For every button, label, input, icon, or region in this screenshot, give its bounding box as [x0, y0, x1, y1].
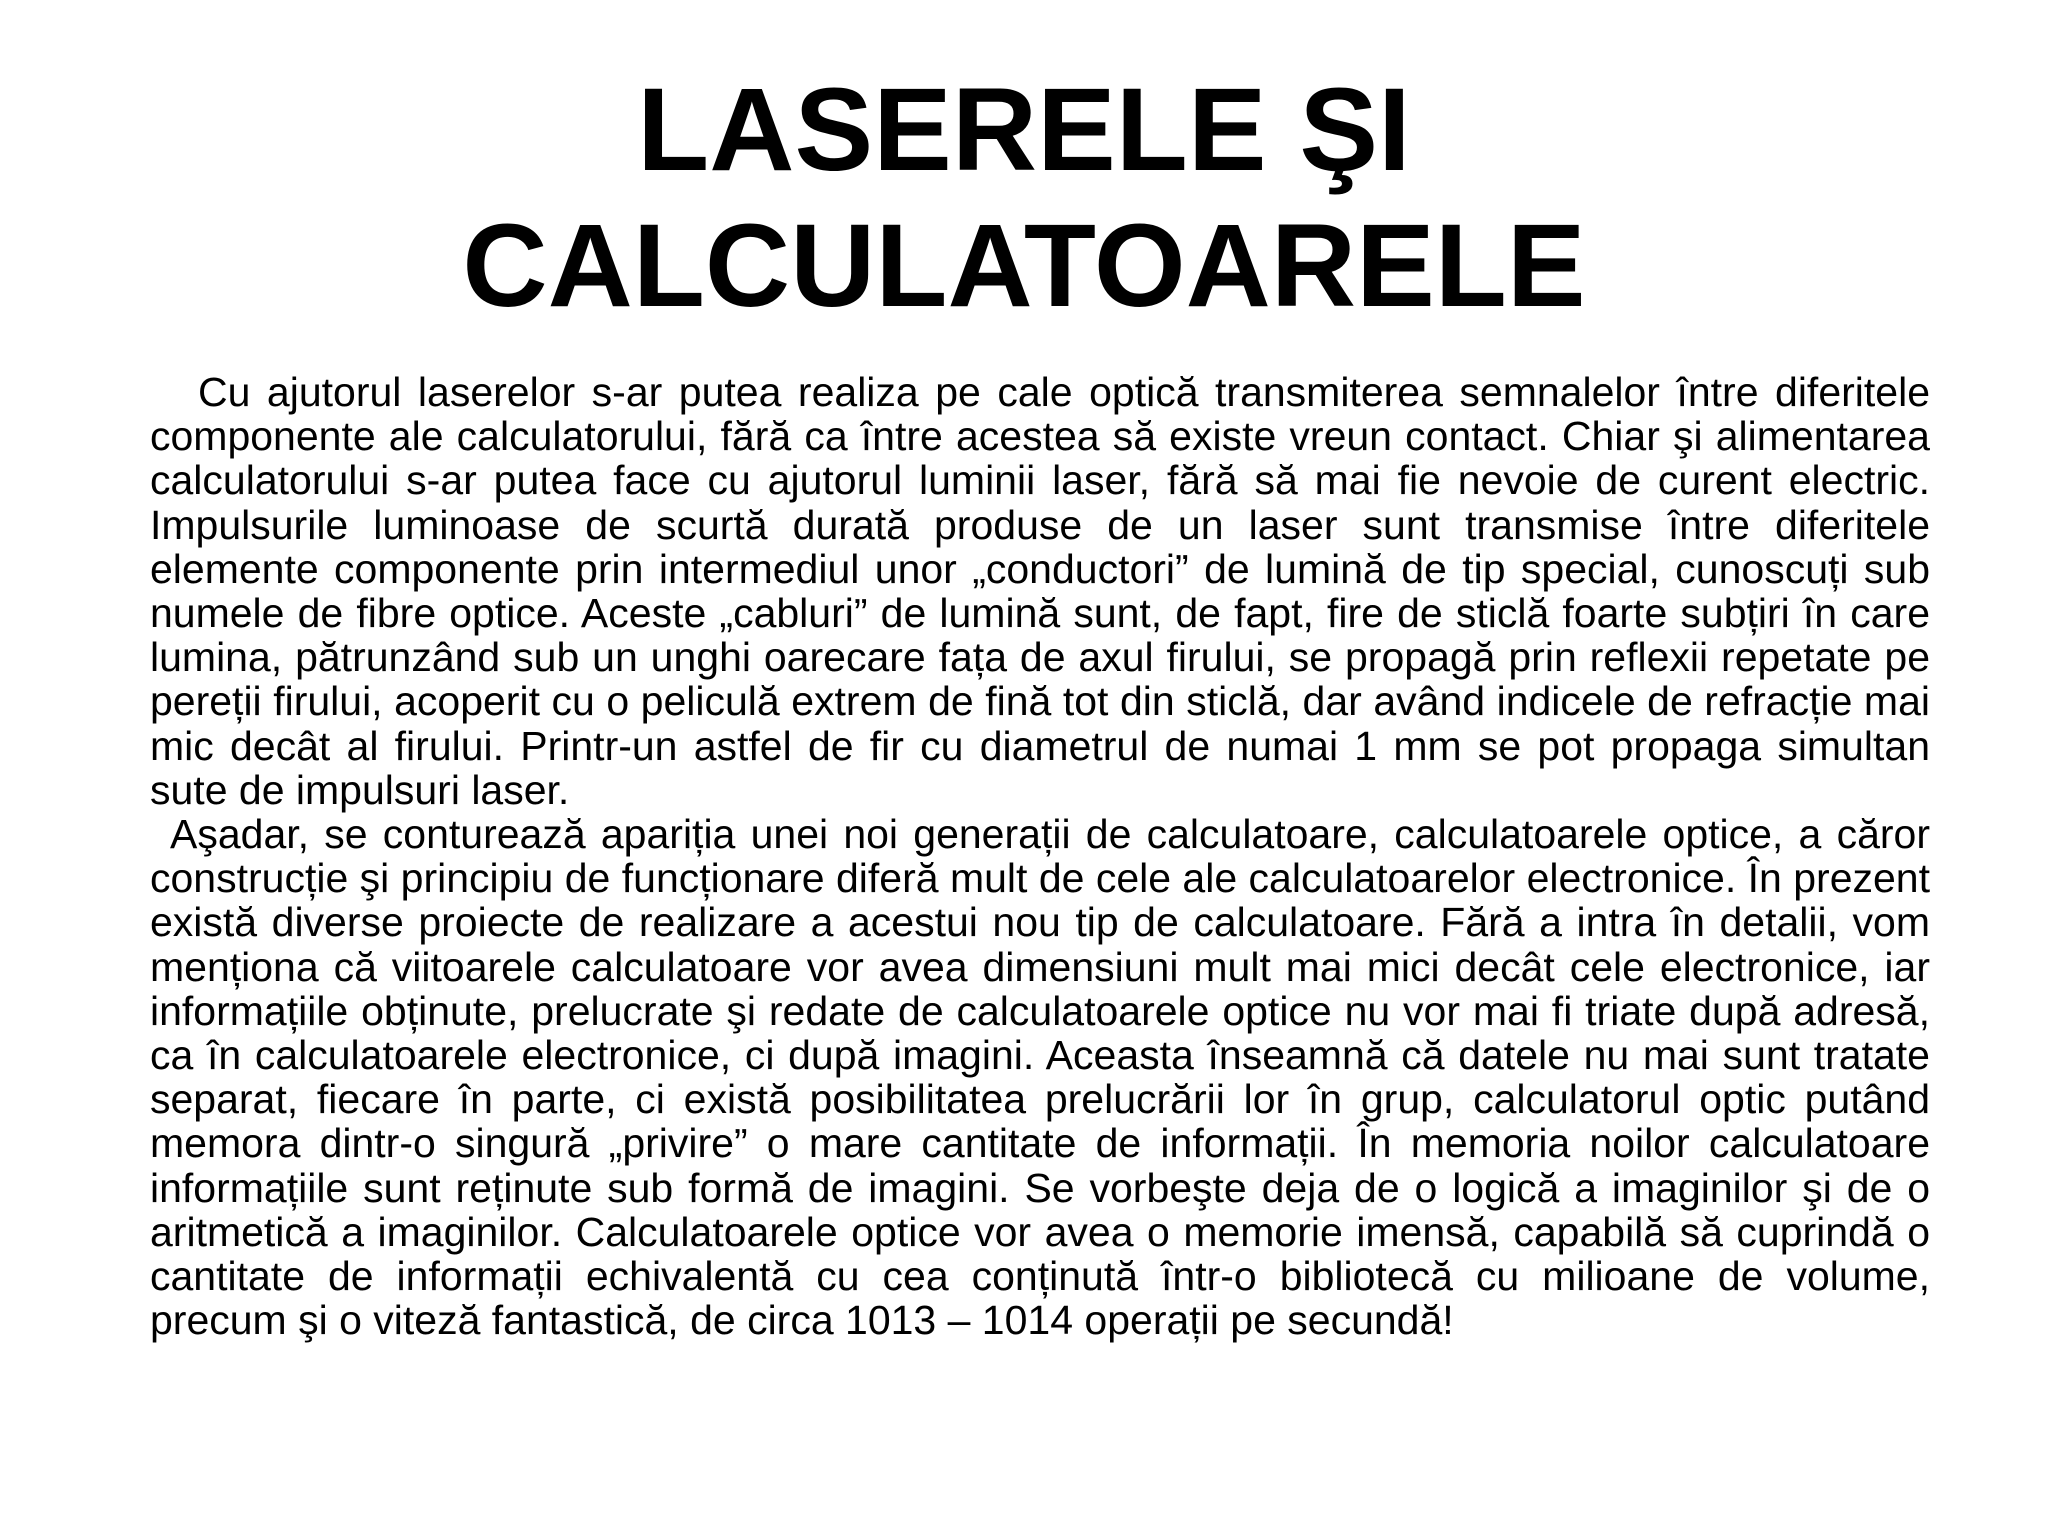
page-title: [0, 62, 2048, 334]
body-text: [150, 370, 1930, 1342]
title-line-2: CALCULATOARELE: [462, 200, 1586, 332]
paragraph-1: Cu ajutorul laserelor s-ar putea realiza pe cale optică transmiterea semnalelor între diferitele componente ale calculatorului, fără ca între acestea să existe vreun contact. Chiar şi alimentarea calculatorului s-ar putea face cu ajutorul luminii laser, fără să mai fie nevoie de curent electric. Impulsurile luminoase de scurtă durată produse de un laser sunt transmise între diferitele elemente componente prin intermediul unor „conductori” de lumină de tip special, cunoscuți sub numele de fibre optice. Aceste „cabluri” de lumină sunt, de fapt, fire de sticlă foarte subțiri în care lumina, pătrunzând sub un unghi oarecare fața de axul firului, se propagă prin reflexii repetate pe pereții firului, acoperit cu o peliculă extrem de fină tot din sticlă, dar având indicele de refracție mai mic decât al firului. Printr-un astfel de fir cu diametrul de numai 1 mm se pot propaga simultan sute de impulsuri laser.: [150, 369, 1930, 813]
title-line-1: LASERELE ŞI: [637, 64, 1411, 196]
paragraph-2: Aşadar, se conturează apariția unei noi generații de calculatoare, calculatoarele optice, a căror construcție şi principiu de funcționare diferă mult de cele ale calculatoarelor electronice. În prezent există diverse proiecte de realizare a acestui nou tip de calculatoare. Fără a intra în detalii, vom menționa că viitoarele calculatoare vor avea dimensiuni mult mai mici decât cele electronice, iar informațiile obținute, prelucrate şi redate de calculatoarele optice nu vor mai fi triate după adresă, ca în calculatoarele electronice, ci după imagini. Aceasta înseamnă că datele nu mai sunt tratate separat, fiecare în parte, ci există posibilitatea prelucrării lor în grup, calculatorul optic putând memora dintr-o singură „privire” o mare cantitate de informații. În memoria noilor calculatoare informațiile sunt reținute sub formă de imagini. Se vorbeşte deja de o logică a imaginilor şi de o aritmetică a imaginilor. Calculatoarele optice vor avea o memorie imensă, capabilă să cuprindă o cantitate de informații echivalentă cu cea conținută într-o bibliotecă cu milioane de volume, precum şi o viteză fantastică, de circa 1013 – 1014 operații pe secundă!: [150, 811, 1930, 1344]
